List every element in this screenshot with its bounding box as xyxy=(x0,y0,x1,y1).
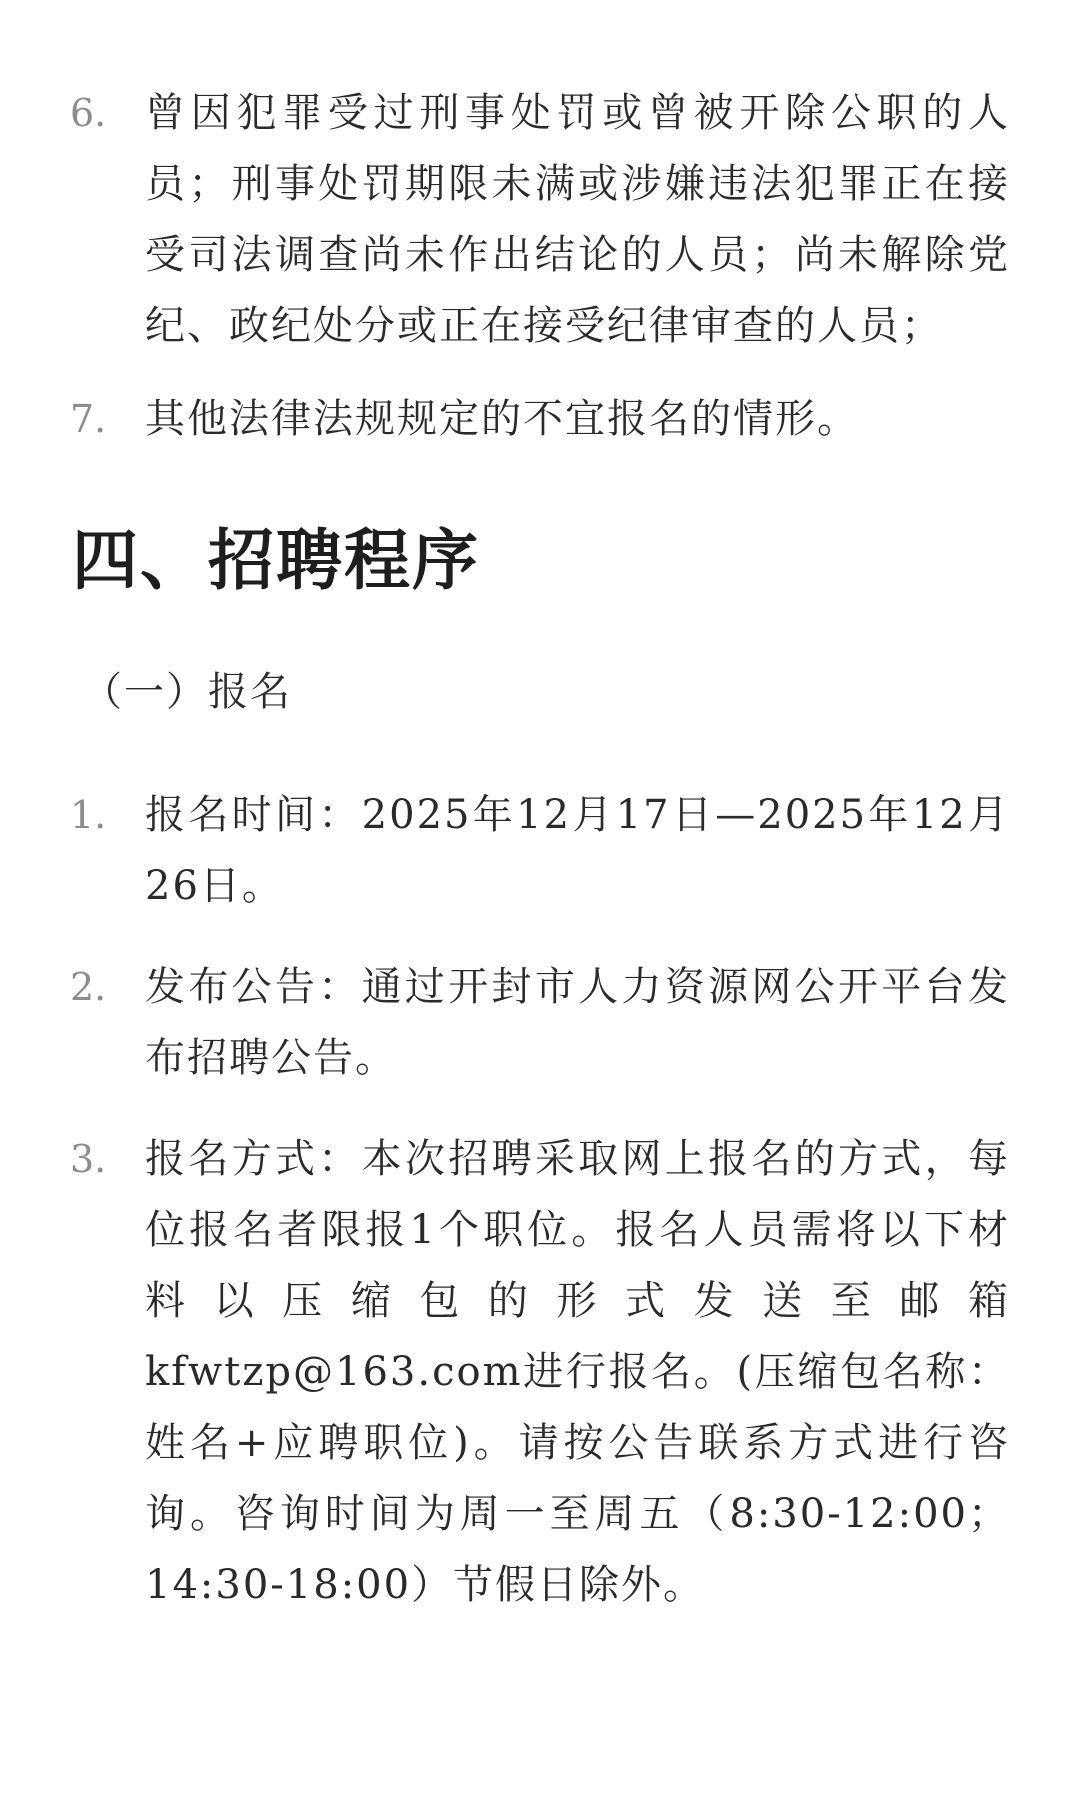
list-item-text: 发布公告：通过开封市人力资源网公开平台发布招聘公告。 xyxy=(145,964,1010,1081)
list-item xyxy=(0,78,1080,362)
list-item xyxy=(0,1124,1080,1621)
list-item-text: 其他法律法规规定的不宜报名的情形。 xyxy=(145,396,859,442)
list-item-number: 1. xyxy=(70,793,107,837)
list-item-text: 曾因犯罪受过刑事处罚或曾被开除公职的人员；刑事处罚期限未满或涉嫌违法犯罪正在接受司法调查尚未作出结论的人员；尚未解除党纪、政纪处分或正在接受纪律审查的人员； xyxy=(145,90,1010,349)
list-item-text: 报名方式：本次招聘采取网上报名的方式，每位报名者限报1个职位。报名人员需将以下材料以压缩包的形式发送至邮箱kfwtzp@163.com进行报名。(压缩包名称：姓名+应聘职位)。请按公告联系方式进行咨询。咨询时间为周一至周五（8:30-12:00；14:30-18:00）节假日除外。 xyxy=(145,1136,1010,1608)
list-item-number: 6. xyxy=(70,91,107,135)
list-item xyxy=(0,952,1080,1094)
list-item xyxy=(0,384,1080,455)
list-item xyxy=(0,780,1080,922)
section-heading: 四、招聘程序 xyxy=(72,521,480,599)
registration-list xyxy=(0,780,1080,1651)
list-item-number: 2. xyxy=(70,965,107,1009)
list-item-text: 报名时间：2025年12月17日—2025年12月26日。 xyxy=(145,792,1010,909)
subsection-heading: （一）报名 xyxy=(82,669,292,715)
list-item-number: 3. xyxy=(70,1137,107,1181)
eligibility-list-continued xyxy=(0,78,1080,455)
list-item-number: 7. xyxy=(70,397,107,441)
